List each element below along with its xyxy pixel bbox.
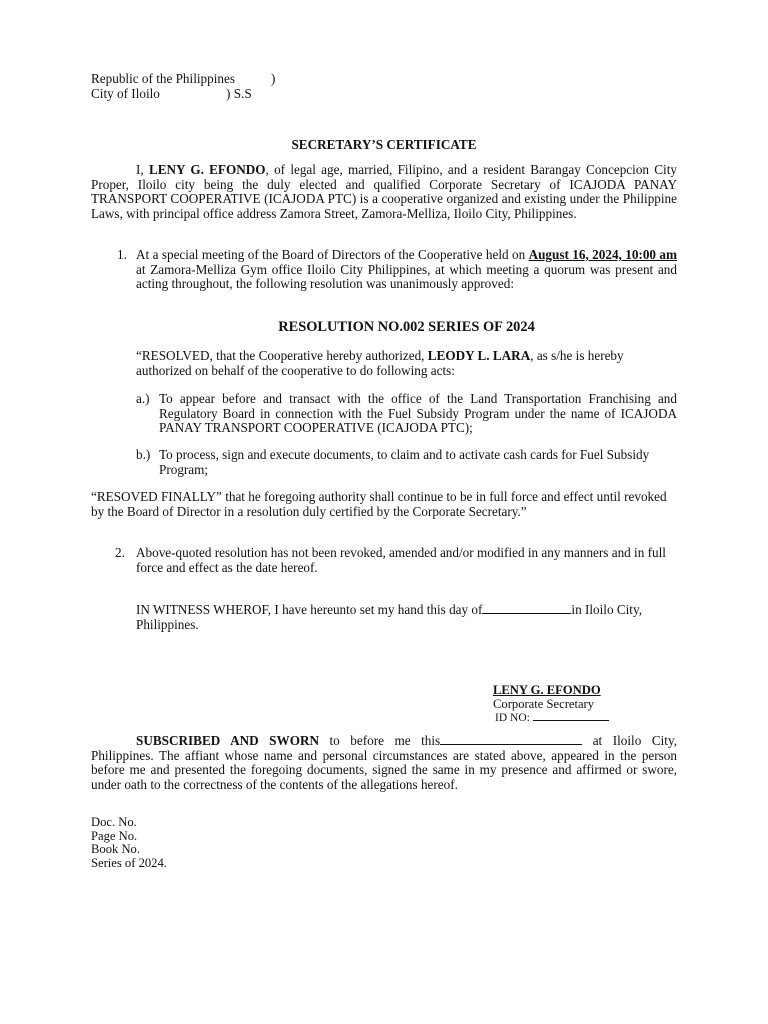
signatory-id-blank — [533, 711, 609, 721]
intro-name: LENY G. EFONDO — [148, 162, 266, 177]
act-b-label: b.) — [136, 447, 151, 462]
signatory-name: LENY G. EFONDO — [493, 683, 601, 697]
book-no: Book No. — [91, 842, 140, 857]
venue-block — [91, 72, 351, 101]
series-of: Series of 2024. — [91, 855, 167, 870]
document-title: SECRETARY’S CERTIFICATE — [291, 137, 477, 152]
venue-republic-paren: ) — [271, 71, 276, 86]
item2-paragraph: Above-quoted resolution has not been revoked, amended and/or modified in any manners and in full force and effect as the date hereof. — [136, 545, 666, 575]
jurat-paragraph — [91, 733, 677, 792]
resolved-finally-paragraph: “RESOVED FINALLY” that he foregoing authority shall continue to be in full force and effect until revoked by the Board of Director in a resolution duly certified by the Corporate Secretary.” — [91, 489, 667, 519]
doc-no: Doc. No. — [91, 815, 137, 829]
witness-lead: IN WITNESS WHEROF, I have hereunto set my hand this day of — [136, 602, 483, 617]
intro-rest: , of legal age, married, Filipino, and a resident Barangay Concepcion City Proper, Iloilo city being the duly elected and qualified Corporate Secretary of ICAJODA PANAY TRANSPORT COOPERATIVE (ICAJODA PTC) is a cooperative organized and existing under the Philippine Laws, with principal office address Zamora Street, Zamora-Melliza, Iloilo City, Philippines. — [91, 162, 677, 221]
signatory-id-line — [493, 711, 677, 725]
signature-block — [493, 683, 677, 725]
page-no: Page No. — [91, 828, 138, 843]
item1-paragraph — [136, 248, 677, 292]
item1-date: August 16, 2024, 10:00 am — [528, 247, 677, 262]
witness-paragraph — [136, 602, 677, 632]
item2-number: 2. — [115, 545, 125, 560]
act-a-text: To appear before and transact with the office of the Land Transportation Franchising and Regulatory Board in connection with the Fuel Subsidy Program under the name of ICAJODA PANAY TRANSPORT COOPERATIVE (ICAJODA PTC); — [159, 391, 677, 436]
act-a-label: a.) — [136, 391, 150, 406]
resolution-title: RESOLUTION NO.002 SERIES OF 2024 — [278, 319, 535, 335]
venue-republic: Republic of the Philippines — [91, 71, 235, 86]
notarial-details — [91, 816, 167, 870]
item1-rest: at Zamora-Melliza Gym office Iloilo City Philippines, at which meeting a quorum was present and acting throughout, the following resolution was unanimously approved: — [136, 261, 677, 292]
jurat-date-blank — [440, 733, 582, 745]
act-b-text: To process, sign and execute documents, to claim and to activate cash cards for Fuel Subsidy Program; — [159, 447, 650, 477]
signatory-title: Corporate Secretary — [493, 697, 595, 711]
witness-day-blank — [482, 602, 571, 614]
intro-paragraph — [91, 163, 677, 221]
jurat-lead: SUBSCRIBED AND SWORN — [136, 733, 319, 748]
item1-lead: At a special meeting of the Board of Directors of the Cooperative held on — [136, 247, 529, 262]
venue-city-ss: ) S.S — [226, 85, 252, 101]
venue-city-line — [91, 87, 351, 102]
witness-rest: in Iloilo City, Philippines. — [136, 602, 642, 632]
jurat-mid: to before me this — [319, 733, 441, 748]
jurat-rest: at Iloilo City, Philippines. The affiant whose name and personal circumstances are stated above, appeared in the person before me and presented the foregoing documents, signed the same in my presence and affirmed or swore, under oath to the correctness of the contents of the allegations hereof. — [91, 733, 677, 792]
resolved-paragraph — [136, 349, 656, 378]
resolved-lead: “RESOLVED, that the Cooperative hereby authorized, — [136, 348, 428, 363]
venue-republic-line — [91, 72, 351, 87]
venue-city: City of Iloilo — [91, 85, 160, 101]
item1-number: 1. — [117, 247, 127, 262]
resolved-name: LEODY L. LARA — [427, 348, 531, 363]
intro-lead: I, — [136, 162, 149, 177]
resolved-rest: , as s/he is hereby authorized on behalf of the cooperative to do following acts: — [136, 348, 624, 378]
signatory-id-label: ID NO: — [495, 712, 533, 724]
